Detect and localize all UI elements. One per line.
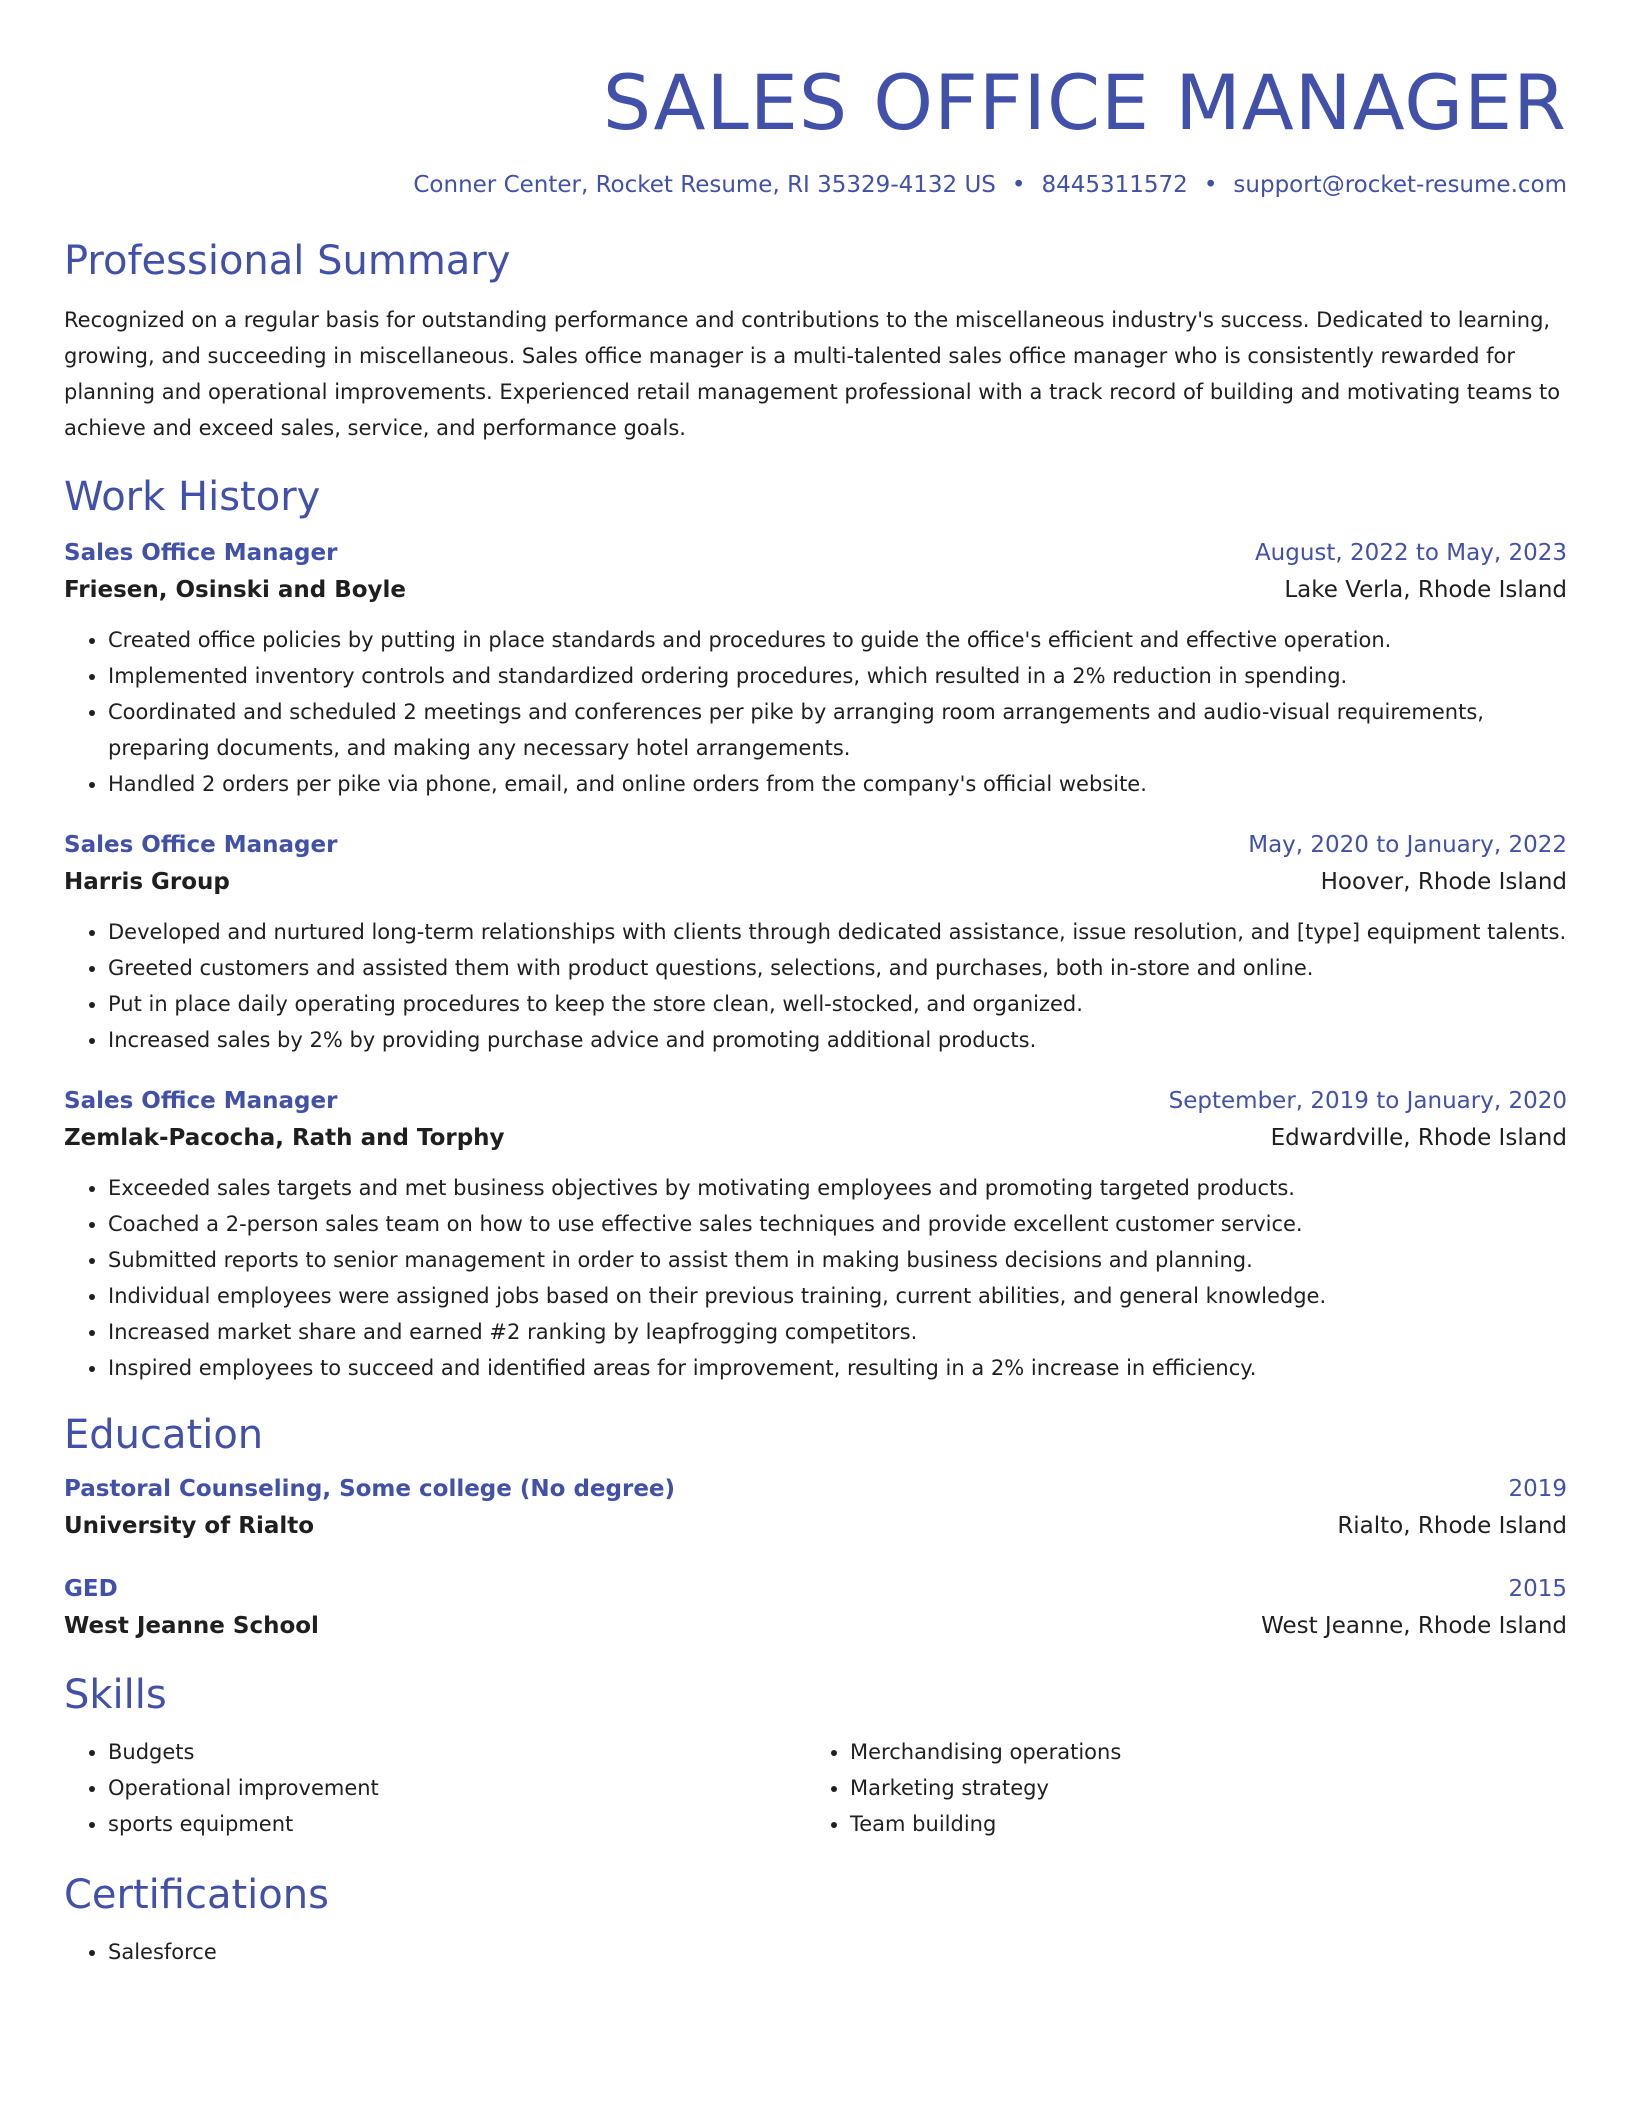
skills-column-right (806, 1734, 1548, 1842)
contact-phone: 8445311572 (1041, 172, 1188, 198)
contact-line (64, 170, 1567, 200)
education-entry (64, 1472, 1567, 1546)
contact-address: Conner Center, Rocket Resume, RI 35329-4132 US (413, 172, 996, 198)
education-school: West Jeanne School (64, 1613, 319, 1639)
job-location: Hoover, Rhode Island (1320, 869, 1567, 895)
job-bullets (64, 622, 1567, 802)
skill-item: • sports equipment (108, 1806, 806, 1842)
job-dates: May, 2020 to January, 2022 (1248, 832, 1567, 858)
contact-separator: • (1011, 172, 1026, 198)
job-bullet: • Implemented inventory controls and standardized ordering procedures, which resulted in a 2% reduction in spending. (108, 658, 1567, 694)
job-bullet: • Submitted reports to senior management in order to assist them in making business decisions and planning. (108, 1242, 1567, 1278)
education-section (64, 1410, 1567, 1646)
job-entry (64, 536, 1567, 802)
job-title: Sales Office Manager (64, 540, 338, 566)
skill-item: • Merchandising operations (850, 1734, 1548, 1770)
education-location: West Jeanne, Rhode Island (1261, 1613, 1567, 1639)
job-entry (64, 1084, 1567, 1386)
job-bullet: • Greeted customers and assisted them with product questions, selections, and purchases, both in-store and online. (108, 950, 1567, 986)
skill-item: • Marketing strategy (850, 1770, 1548, 1806)
education-year: 2015 (1508, 1576, 1567, 1602)
skills-heading: Skills (64, 1672, 167, 1718)
job-company: Friesen, Osinski and Boyle (64, 577, 407, 603)
education-degree: Pastoral Counseling, Some college (No degree) (64, 1476, 676, 1502)
summary-heading: Professional Summary (64, 238, 511, 284)
job-location: Lake Verla, Rhode Island (1284, 577, 1567, 603)
job-bullet: • Coordinated and scheduled 2 meetings and conferences per pike by arranging room arrangements and audio-visual requirements, preparing documents, and making any necessary hotel arrangements. (108, 694, 1567, 766)
job-bullet: • Inspired employees to succeed and identified areas for improvement, resulting in a 2% increase in efficiency. (108, 1350, 1567, 1386)
certifications-section (64, 1870, 1567, 1970)
job-bullet: • Coached a 2-person sales team on how to use effective sales techniques and provide excellent customer service. (108, 1206, 1567, 1242)
work-history-heading: Work History (64, 474, 321, 520)
job-bullets (64, 914, 1567, 1058)
job-entry (64, 828, 1567, 1058)
job-bullets (64, 1170, 1567, 1386)
skill-item: • Budgets (108, 1734, 806, 1770)
certifications-heading: Certifications (64, 1872, 329, 1918)
skill-item: • Operational improvement (108, 1770, 806, 1806)
job-dates: September, 2019 to January, 2020 (1168, 1088, 1567, 1114)
contact-separator: • (1203, 172, 1218, 198)
job-bullet: • Handled 2 orders per pike via phone, email, and online orders from the company's official website. (108, 766, 1567, 802)
job-company: Zemlak-Pacocha, Rath and Torphy (64, 1125, 505, 1151)
job-location: Edwardville, Rhode Island (1270, 1125, 1567, 1151)
job-bullet: • Increased market share and earned #2 ranking by leapfrogging competitors. (108, 1314, 1567, 1350)
job-dates: August, 2022 to May, 2023 (1254, 540, 1567, 566)
job-bullet: • Exceeded sales targets and met business objectives by motivating employees and promoting targeted products. (108, 1170, 1567, 1206)
job-bullet: • Created office policies by putting in place standards and procedures to guide the office's efficient and effective operation. (108, 622, 1567, 658)
work-history-section (64, 472, 1567, 1386)
education-degree: GED (64, 1576, 118, 1602)
certifications-list (64, 1934, 1567, 1970)
skills-section (64, 1670, 1567, 1842)
job-bullet: • Put in place daily operating procedures to keep the store clean, well-stocked, and organized. (108, 986, 1567, 1022)
contact-email[interactable]: support@rocket-resume.com (1233, 172, 1567, 198)
job-title: Sales Office Manager (64, 832, 338, 858)
job-bullet: • Individual employees were assigned jobs based on their previous training, current abilities, and general knowledge. (108, 1278, 1567, 1314)
job-bullet: • Increased sales by 2% by providing purchase advice and promoting additional products. (108, 1022, 1567, 1058)
skill-item: • Team building (850, 1806, 1548, 1842)
job-company: Harris Group (64, 869, 230, 895)
education-entry (64, 1572, 1567, 1646)
candidate-title: SALES OFFICE MANAGER (602, 58, 1567, 147)
skills-column-left (64, 1734, 806, 1842)
certification-item: • Salesforce (108, 1934, 1567, 1970)
summary-text: Recognized on a regular basis for outstanding performance and contributions to the miscellaneous industry's success. Dedicated to learning, growing, and succeeding in miscellaneous. Sales office manager is a multi-talented sales office manager who is consistently rewarded for planning and operational improvements. Experienced retail management professional with a track record of building and motivating teams to achieve and exceed sales, service, and performance goals. (64, 308, 1561, 440)
education-year: 2019 (1508, 1476, 1567, 1502)
job-bullet: • Developed and nurtured long-term relationships with clients through dedicated assistance, issue resolution, and [type] equipment talents. (108, 914, 1567, 950)
education-location: Rialto, Rhode Island (1337, 1513, 1567, 1539)
summary-section (64, 236, 1567, 446)
education-school: University of Rialto (64, 1513, 315, 1539)
job-title: Sales Office Manager (64, 1088, 338, 1114)
education-heading: Education (64, 1412, 264, 1458)
skills-grid (64, 1734, 1567, 1842)
resume-page (64, 0, 1567, 1970)
